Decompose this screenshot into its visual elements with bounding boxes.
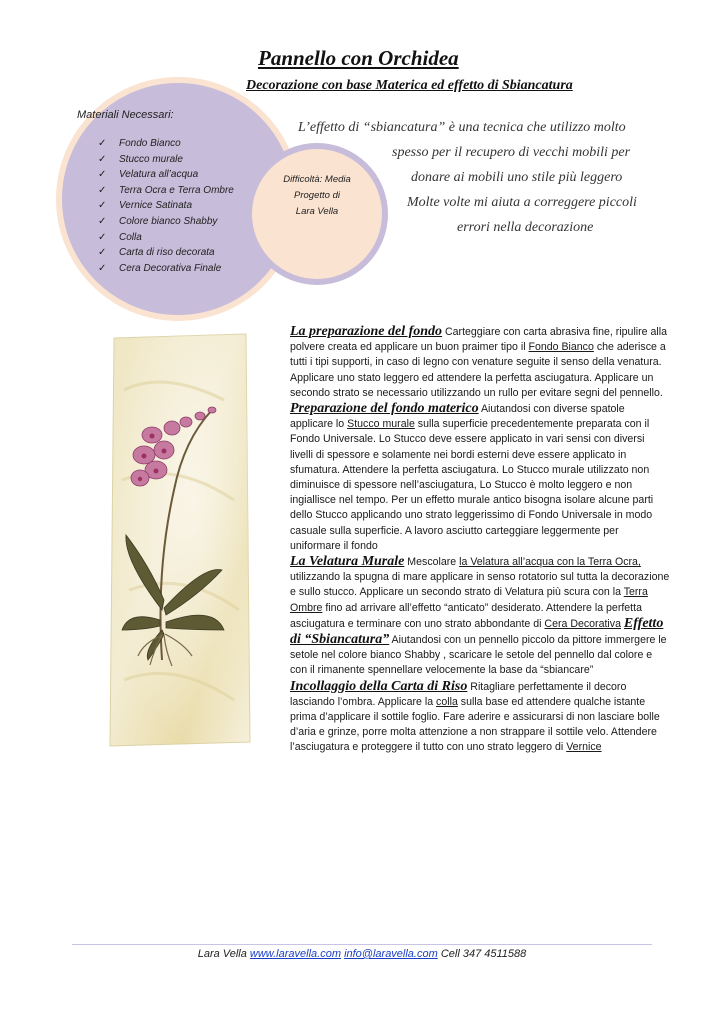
check-mark-icon: ✓ [98,262,107,274]
instructions-paragraph: La preparazione del fondo Carteggiare con carta abrasiva fine, ripulire alla polvere creata ed applicare un buon praimer tipo il Fondo Bianco che aderisce a tutti i tipi supporti, in caso di legno con venature seguite il senso della venatura. Applicare uno stato leggero ed attendere la perfetta asciugatura. Applicare un secondo strato se necessario utilizzando un rullo per evitare segni del pennello. Preparazione del fondo materico Aiutandosi con diverse spatole applicare lo Stucco murale sulla superficie precedentemente preparata con il Fondo Universale. Lo Stucco deve essere applicato in vari sensi con diversi livelli di spessore e solamente nei bordi esterni deve essere applicato in sfumatura. Attendere la perfetta asciugatura. Lo Stucco murale utilizzato non diminuisce di spessore nell’asciugatura, Lo Stucco è molto leggero e non ingiallisce nel tempo. Per un effetto murale antico bisogna isolare alcune parti dello Stucco applicando uno strato leggerissimo di Fondo Universale in modo casuale sulla superficie. A lavoro asciutto carteggiare leggermente per uniformare il fondo [290,324,667,552]
instructions-paragraph: La Velatura Murale Mescolare la Velatura all’acqua con la Terra Ocra, utilizzando la spugna di mare applicare in senso rotatorio sul tutta la decorazione e sullo stucco. Applicare un secondo strato di Velatura più scura con la Terra Ombre fino ad arrivare all’effetto “anticato” desiderato. Attendere la perfetta asciugatura e terminare con uno strato abbondante di Cera Decorativa Effetto di “Sbiancatura” Aiutandosi con un pennello piccolo da pittore immergere le setole nel colore bianco Shabby , scaricare le setole del pennello dal colore e con il rimanente spennellare velocemente la base da “sbiancare” [290,554,670,677]
link-stucco-murale[interactable]: Stucco murale [347,418,415,431]
check-mark-icon: ✓ [98,231,107,243]
list-item: ✓ Carta di riso decorata [98,245,234,261]
check-mark-icon: ✓ [98,215,107,227]
link-cera-decorativa[interactable]: Cera Decorativa [544,617,621,630]
author-name: Lara Vella [295,206,339,217]
check-mark-icon: ✓ [98,138,107,149]
check-mark-icon: ✓ [98,200,107,212]
materials-list [98,136,234,276]
page-subtitle: Decorazione con base Materica ed effetto di Sbiancatura [246,78,573,93]
section-heading-sbiancatura: Effetto di “Sbiancatura” [290,615,664,648]
section-heading-fondo-materico: Preparazione del fondo materico [290,401,479,417]
list-item: ✓ Colla [98,230,234,246]
quote-line: spesso per il recupero di vecchi mobili per [392,145,631,160]
page-title: Pannello con Orchidea [258,46,459,70]
instructions-paragraph: Incollaggio della Carta di Riso Ritagliare perfettamente il decoro lasciando l’ombra. Applicare la colla sulla base ed attendere qualche istante prima d’applicare il sottile foglio. Fare aderire e assicurarsi di non lasciare bolle d’aria e grinze, porre molta attenzione a non strappare il sottile velo. Attendere l’asciugatura e proteggere il tutto con uno strato leggero di Vernice [290,678,660,754]
check-mark-icon: ✓ [98,153,107,165]
materials-title: Materiali Necessari: [77,109,174,121]
list-item: ✓ Velatura all’acqua [98,167,234,183]
footer-website-link[interactable]: www.laravella.com [249,948,341,960]
instructions-body [290,324,670,756]
check-mark-icon: ✓ [98,169,107,181]
section-heading-velatura-murale: La Velatura Murale [290,554,405,570]
footer-divider [72,944,652,945]
list-item: ✓ Stucco murale [98,152,234,168]
quote-line: L’effetto di “sbiancatura” è una tecnica che utilizzo molto [298,120,626,135]
link-velatura-terra-ocra[interactable]: la Velatura all’acqua con la Terra Ocra, [459,556,641,569]
quote-line: errori nella decorazione [457,220,594,235]
list-item: ✓ Colore bianco Shabby [98,214,234,230]
list-item: ✓ Vernice Satinata [98,198,234,214]
check-mark-icon: ✓ [98,247,107,259]
link-terra-ombre[interactable]: Terra Ombre [290,586,648,614]
footer-name: Lara Vella [197,948,247,960]
link-fondo-bianco[interactable]: Fondo Bianco [528,341,594,354]
list-item: ✓ Fondo Bianco [98,136,234,152]
difficulty-level: Difficoltà: Media [283,174,351,185]
quote-line: donare ai mobili uno stile più leggero [411,170,623,185]
list-item: ✓ Cera Decorativa Finale [98,261,234,277]
section-heading-preparazione-fondo: La preparazione del fondo [290,324,443,339]
check-mark-icon: ✓ [98,184,107,196]
link-colla[interactable]: colla [436,695,458,708]
quote-line: Molte volte mi aiuta a correggere piccoli [407,195,637,210]
footer-phone: Cell 347 4511588 [440,948,527,960]
footer-email-link[interactable]: info@laravella.com [344,948,438,960]
project-by-label: Progetto di [294,190,340,201]
orchid-panel-image [104,330,254,750]
difficulty-info [262,172,372,220]
footer [0,948,724,960]
link-vernice[interactable]: Vernice [566,741,602,754]
list-item: ✓ Terra Ocra e Terra Ombre [98,183,234,199]
section-heading-carta-di-riso: Incollaggio della Carta di Riso [290,678,468,694]
